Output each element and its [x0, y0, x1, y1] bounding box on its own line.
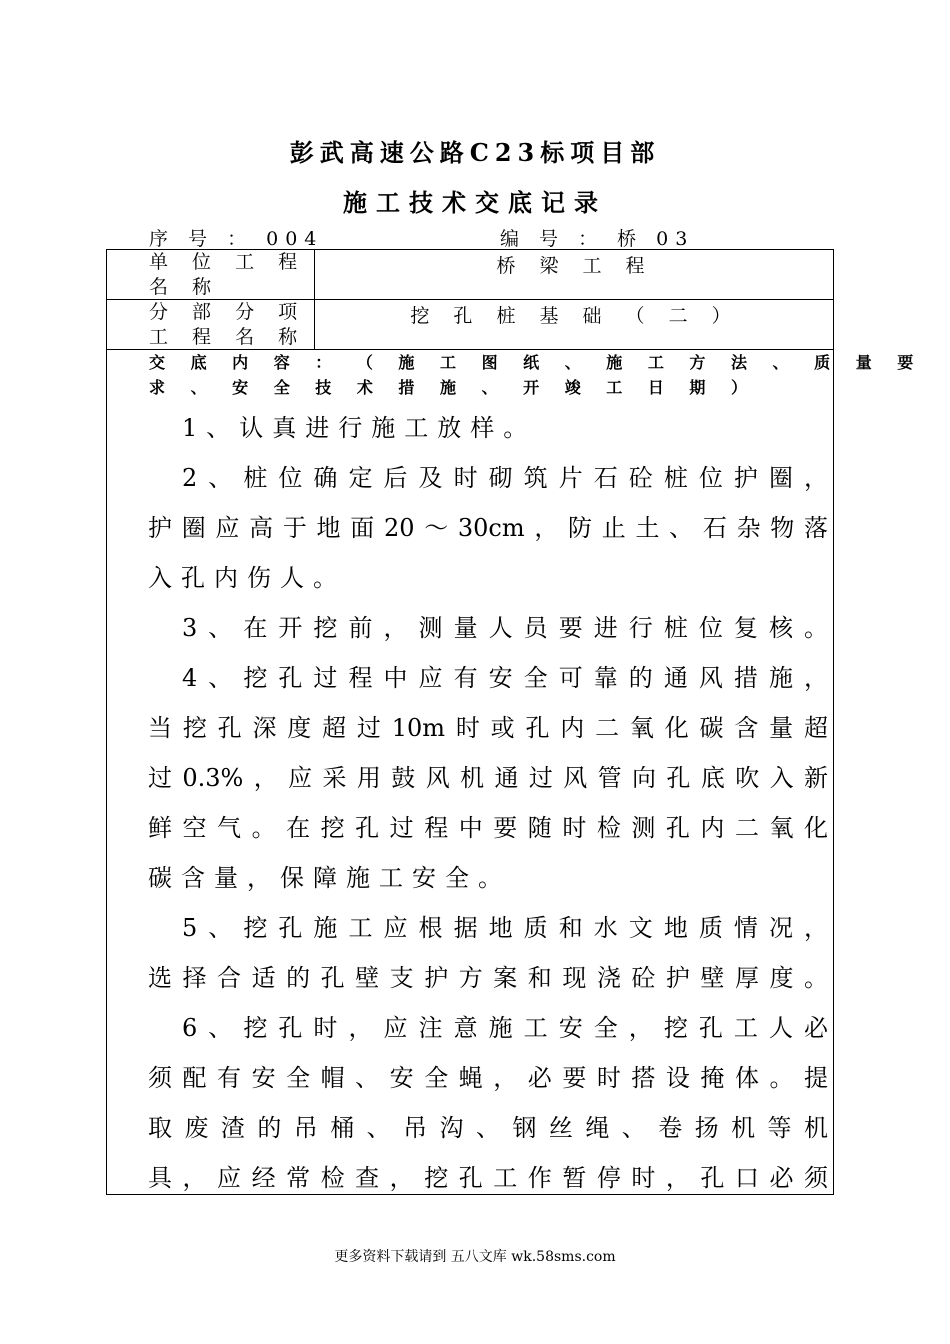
content-heading [149, 350, 924, 400]
content-line: 鲜空气。在挖孔过程中要随时检测孔内二氧化 [148, 814, 828, 842]
unit-project-value: 桥 梁 工 程 [496, 255, 654, 277]
footer-download-note: 更多资料下载请到 五八文库 wk.58sms.com [334, 1249, 616, 1265]
content-heading-line1: 交 底 内 容 ： （ 施 工 图 纸 、 施 工 方 法 、 质 量 要 [149, 353, 924, 372]
content-line: 3、在开挖前，测量人员要进行桩位复核。 [182, 614, 828, 642]
content-line: 选择合适的孔壁支护方案和现浇砼护壁厚度。 [148, 964, 828, 992]
sub-project-label-line1: 分 部 分 项 [149, 301, 307, 323]
content-line: 须配有安全帽、安全蝇，必要时搭设掩体。提 [148, 1064, 828, 1092]
unit-project-label-line1: 单 位 工 程 [149, 251, 307, 273]
content-line: 取废渣的吊桶、吊沟、钢丝绳、卷扬机等机 [148, 1114, 828, 1142]
sequence-number: 序 号 ： 004 [149, 228, 324, 250]
sub-project-label [149, 300, 307, 350]
content-line: 1、认真进行施工放样。 [182, 414, 537, 442]
document-code: 编 号 ： 桥 03 [500, 228, 695, 250]
content-line: 当挖孔深度超过10m时或孔内二氧化碳含量超 [148, 714, 828, 742]
content-line: 具，应经常检查，挖孔工作暂停时，孔口必须 [148, 1164, 828, 1192]
content-line: 入孔内伤人。 [148, 564, 346, 592]
content-heading-line2: 求 、 安 全 技 术 措 施 、 开 竣 工 日 期 ） [149, 378, 757, 397]
content-line: 2、桩位确定后及时砌筑片石砼桩位护圈， [182, 464, 828, 492]
content-line: 5、挖孔施工应根据地质和水文地质情况， [182, 914, 828, 942]
document-title: 彭武高速公路C23标项目部 [289, 138, 661, 167]
disclosure-content [148, 403, 828, 1203]
document-subtitle: 施工技术交底记录 [343, 188, 607, 217]
content-line: 护圈应高于地面20～30cm，防止土、石杂物落 [148, 514, 828, 542]
content-line: 6、挖孔时，应注意施工安全，挖孔工人必 [182, 1014, 828, 1042]
content-line: 过0.3%，应采用鼓风机通过风管向孔底吹入新 [148, 764, 828, 792]
content-line: 4、挖孔过程中应有安全可靠的通风措施， [182, 664, 828, 692]
content-line: 碳含量，保障施工安全。 [148, 864, 511, 892]
unit-project-label-line2: 名 称 [149, 276, 221, 298]
sub-project-label-line2: 工 程 名 称 [149, 326, 307, 348]
unit-project-label [149, 250, 307, 300]
sub-project-value: 挖 孔 桩 基 础 （ 二 ） [410, 305, 740, 327]
